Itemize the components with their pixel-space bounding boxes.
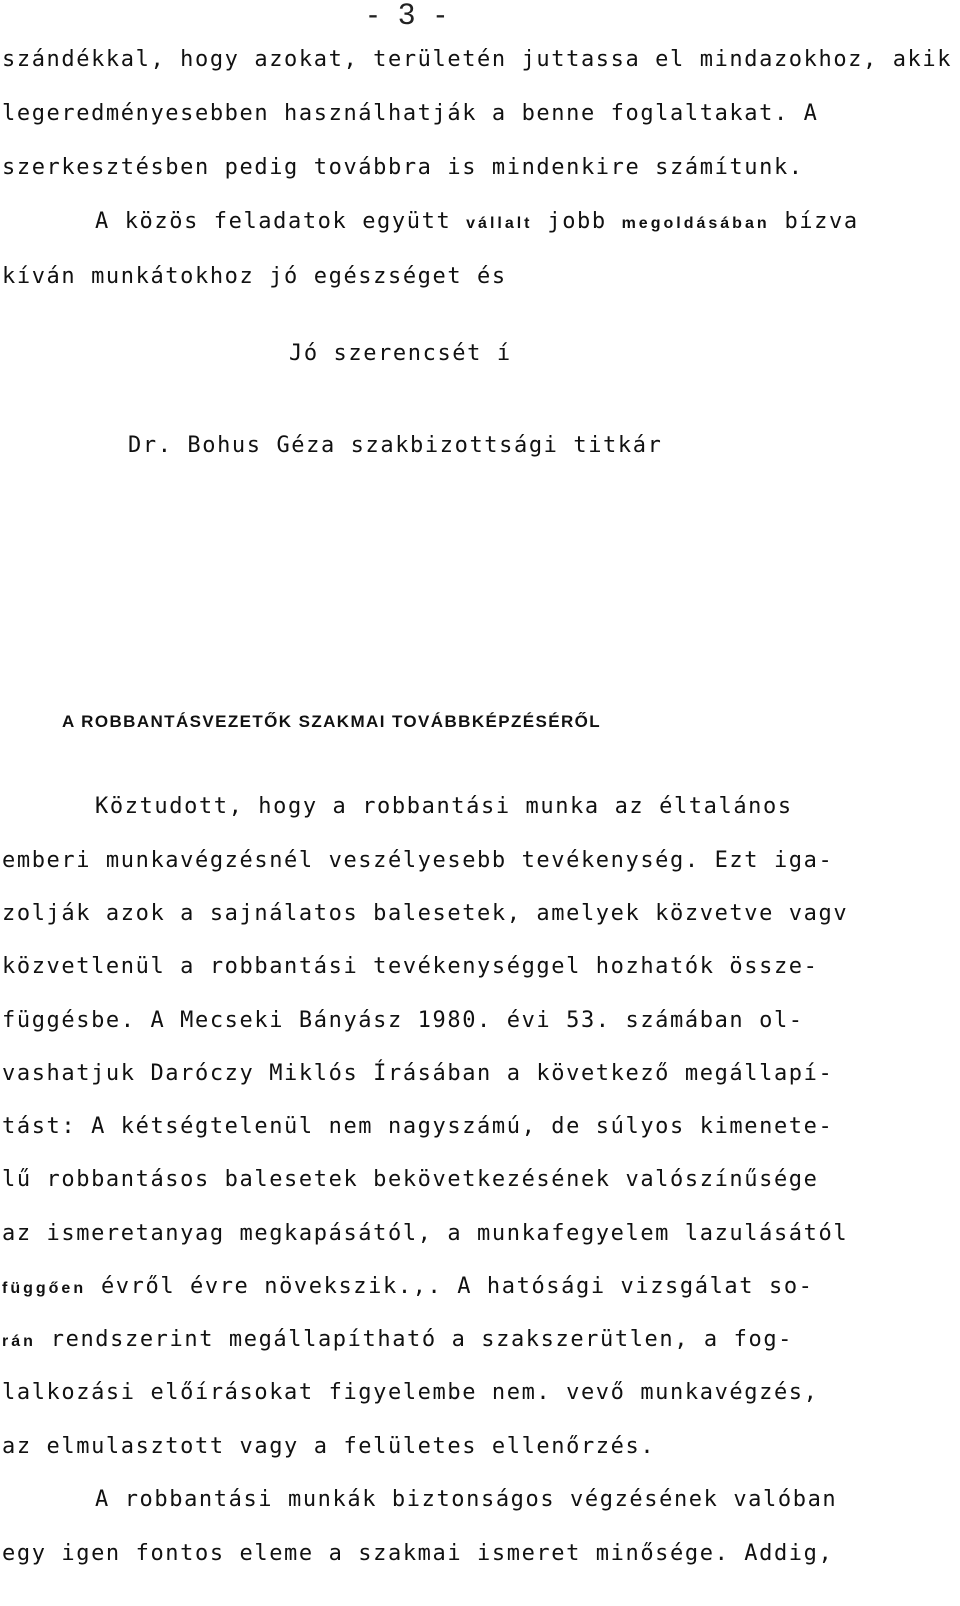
- bold-fuggoen: függően: [2, 1280, 87, 1297]
- signature: Dr. Bohus Géza szakbizottsági titkár: [128, 433, 663, 458]
- body-line: zolják azok a sajnálatos balesetek, amelyek közvetve vagv: [2, 901, 849, 926]
- body-line: vashatjuk Daróczy Miklós Írásában a következő megállapí-: [2, 1061, 834, 1086]
- body-line: egy igen fontos eleme a szakmai ismeret minősége. Addig,: [2, 1541, 834, 1566]
- body-line: közvetlenül a robbantási tevékenységgel hozhatók össze-: [2, 954, 819, 979]
- page-number: - 3 -: [368, 0, 452, 31]
- text-line: szándékkal, hogy azokat, területén juttassa el mindazokhoz, akik: [2, 47, 953, 72]
- body-line: emberi munkavégzésnél veszélyesebb tevékenység. Ezt iga-: [2, 848, 834, 873]
- closing-middle: jobb: [532, 209, 622, 234]
- body-line: az ismeretanyag megkapásától, a munkafegyelem lazulásától: [2, 1221, 849, 1246]
- body-line: A robbantási munkák biztonságos végzésének valóban: [95, 1487, 838, 1512]
- body-line-rest: évről évre növekszik.,. A hatósági vizsgálat so-: [86, 1274, 814, 1299]
- body-line: az elmulasztott vagy a felületes ellenőrzés.: [2, 1434, 656, 1459]
- closing-bold-megoldasaban: megoldásában: [621, 215, 770, 232]
- closing-line-2: kíván munkátokhoz jó egészséget és: [2, 264, 507, 289]
- body-line: [2, 1326, 793, 1356]
- text-line: szerkesztésben pedig továbbra is mindenkire számítunk.: [2, 155, 804, 180]
- body-line: lalkozási előírásokat figyelembe nem. vevő munkavégzés,: [2, 1380, 819, 1405]
- text-line: legeredményesebben használhatják a benne foglaltakat. A: [2, 101, 819, 126]
- closing-bold-vallalt: vállalt: [466, 215, 533, 232]
- closing-prefix: A közös feladatok együtt: [95, 209, 467, 234]
- body-line: függésbe. A Mecseki Bányász 1980. évi 53. számában ol-: [2, 1008, 804, 1033]
- greeting: Jó szerencsét í: [289, 341, 512, 366]
- body-line: Köztudott, hogy a robbantási munka az éltalános: [95, 794, 793, 819]
- section-title: A ROBBANTÁSVEZETŐK SZAKMAI TOVÁBBKÉPZÉSÉRŐL: [62, 712, 602, 731]
- closing-suffix: bízva: [769, 209, 859, 234]
- body-line: tást: A kétségtelenül nem nagyszámú, de súlyos kimenete-: [2, 1114, 834, 1139]
- body-line-rest: rendszerint megállapítható a szakszerütlen, a fog-: [35, 1327, 794, 1352]
- body-line: [2, 1273, 814, 1303]
- bold-ran: rán: [2, 1333, 36, 1350]
- closing-line: [95, 208, 859, 238]
- body-line: lű robbantásos balesetek bekövetkezésének valószínűsége: [2, 1167, 819, 1192]
